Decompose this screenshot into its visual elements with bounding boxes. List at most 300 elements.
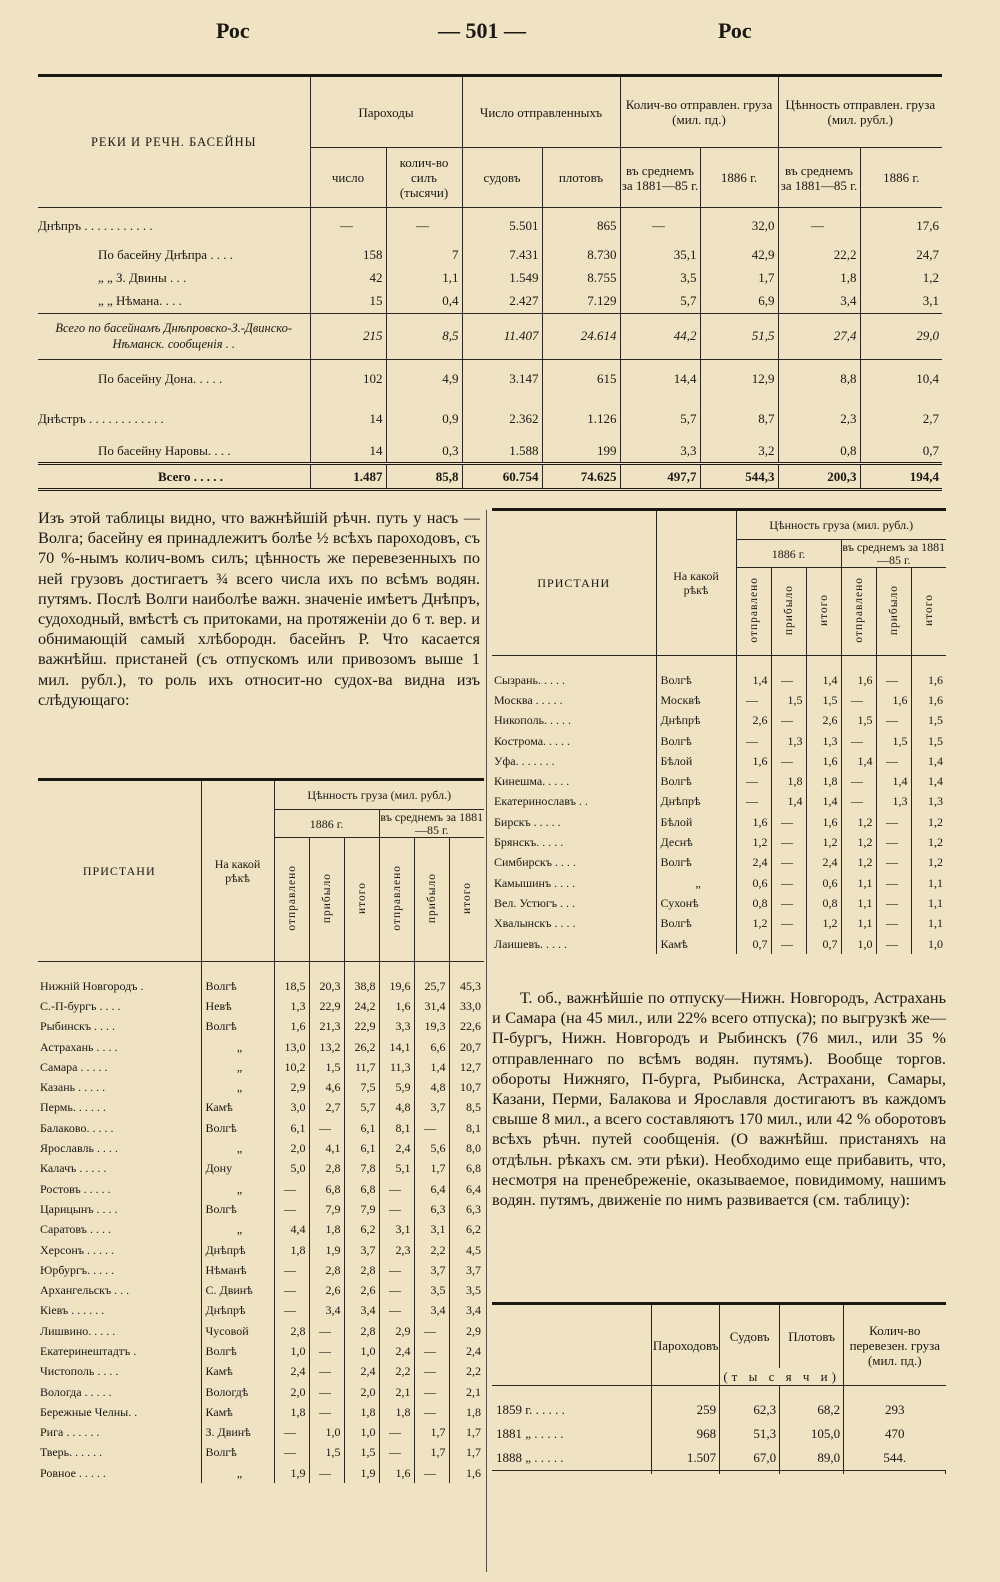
- pier-value: 1,4: [771, 791, 806, 811]
- pier-value: —: [309, 1381, 344, 1401]
- river-name: Всего по басейнамъ Днѣпровско-З.-Двинско-Нѣманск. сообщенія . .: [38, 313, 310, 359]
- pier-value: 2,8: [274, 1321, 309, 1341]
- pier-value: 2,4: [736, 852, 771, 872]
- pier-name: Балаково. . . . .: [38, 1118, 201, 1138]
- pier-value: —: [414, 1402, 449, 1422]
- vessels-header: судовъ: [462, 148, 542, 208]
- pier-value: —: [771, 893, 806, 913]
- river-cell: 8,7: [700, 399, 778, 439]
- pier-value: 6,2: [344, 1219, 379, 1239]
- sent-header: [274, 838, 309, 962]
- river-cell: 3,1: [922, 293, 939, 308]
- pier-row: [492, 690, 946, 710]
- river-cell: 3,5: [620, 267, 700, 290]
- pier-value: 45,3: [460, 978, 481, 993]
- pier-value: 5,6: [414, 1138, 449, 1158]
- pier-value: 5,0: [274, 1158, 309, 1178]
- pier-value: 10,2: [274, 1057, 309, 1077]
- pier-value: 1,5: [309, 1442, 344, 1462]
- pier-value: 6,8: [344, 1178, 379, 1198]
- river-name: По басейну Дона. . . . .: [38, 359, 310, 399]
- growth-value: 259: [652, 1398, 720, 1422]
- pier-value: 2,0: [274, 1138, 309, 1158]
- growth-steamers-header: Пароходовъ: [652, 1304, 720, 1386]
- river-cell: 7.129: [542, 290, 620, 314]
- pier-row: [38, 1321, 484, 1341]
- pier-river: „: [201, 1463, 274, 1483]
- pier-value: —: [841, 791, 876, 811]
- river-row: [38, 359, 942, 399]
- river-header: На какой рѣкѣ: [656, 510, 736, 656]
- pier-value: —: [736, 771, 771, 791]
- pier-value: 2,9: [466, 1323, 481, 1338]
- pier-value: 2,6: [736, 710, 771, 730]
- pier-value: 2,8: [344, 1260, 379, 1280]
- river-cell: 4,9: [386, 359, 462, 399]
- pier-value: —: [309, 1402, 344, 1422]
- pier-name: Рыбинскъ . . . .: [38, 1016, 201, 1036]
- river-cell: 24.614: [542, 313, 620, 359]
- river-row: [38, 313, 942, 359]
- total-label: Всего . . . . .: [38, 464, 310, 490]
- pier-row: [492, 791, 946, 811]
- total-header: [806, 568, 841, 656]
- pier-value: 4,8: [379, 1097, 414, 1117]
- river-cell: 1,7: [700, 267, 778, 290]
- growth-table: [492, 1302, 946, 1474]
- pier-name: Лишвино. . . . .: [38, 1321, 201, 1341]
- pier-name: Ровное . . . . .: [38, 1463, 201, 1483]
- pier-value: —: [274, 1280, 309, 1300]
- arrived-label: прибыло: [887, 584, 900, 636]
- piers-header: ПРИСТАНИ: [38, 780, 201, 962]
- river-name: Днѣпръ . . . . . . . . . . .: [38, 208, 310, 244]
- pier-value: —: [876, 751, 911, 771]
- pier-value: —: [309, 1463, 344, 1483]
- pier-river: „: [201, 1057, 274, 1077]
- river-cell: 1.126: [542, 399, 620, 439]
- pier-value: 1,4: [841, 751, 876, 771]
- pier-value: —: [771, 812, 806, 832]
- pier-value: 1,6: [736, 812, 771, 832]
- pier-value: —: [379, 1442, 414, 1462]
- river-cell: 5,7: [620, 290, 700, 314]
- pier-value: 6,8: [309, 1178, 344, 1198]
- pier-value: 7,5: [344, 1077, 379, 1097]
- pier-name: Кіевъ . . . . . .: [38, 1300, 201, 1320]
- pier-value: 3,5: [414, 1280, 449, 1300]
- total-label: итого: [922, 594, 935, 626]
- pier-value: 22,6: [460, 1019, 481, 1034]
- pier-river: Камѣ: [201, 1097, 274, 1117]
- pier-river: Волгѣ: [656, 852, 736, 872]
- pier-row: [38, 1158, 484, 1178]
- pier-river: Камѣ: [656, 933, 736, 953]
- pier-value: —: [414, 1463, 449, 1483]
- pier-value: 5,9: [379, 1077, 414, 1097]
- pier-value: 1,2: [841, 812, 876, 832]
- river-cell: 3.147: [462, 359, 542, 399]
- pier-value: 3,7: [344, 1239, 379, 1259]
- pier-river: Волгѣ: [201, 1442, 274, 1462]
- river-cell: 12,9: [700, 359, 778, 399]
- arrived-label: прибыло: [320, 872, 333, 924]
- pier-value: 1,8: [379, 1402, 414, 1422]
- pier-value: 2,4: [466, 1343, 481, 1358]
- avg-header: въ среднемъ за 1881—85 г.: [842, 539, 946, 567]
- pier-row: [38, 1260, 484, 1280]
- pier-river: „: [656, 872, 736, 892]
- total-cell: 60.754: [462, 464, 542, 490]
- pier-value: 0,6: [806, 872, 841, 892]
- header-left: Рос: [216, 18, 250, 43]
- pier-value: —: [876, 812, 911, 832]
- pier-value: 1,4: [414, 1057, 449, 1077]
- pier-river: Волгѣ: [656, 771, 736, 791]
- page-number: — 501 —: [438, 18, 526, 43]
- growth-rafts-header: Плотовъ: [780, 1304, 844, 1368]
- river-cell: 1,8: [778, 267, 860, 290]
- pier-value: 1,1: [928, 875, 943, 890]
- pier-value: 1,1: [928, 895, 943, 910]
- pier-value: 2,4: [379, 1341, 414, 1361]
- sent-label: отправлено: [285, 865, 298, 931]
- growth-value: 62,3: [720, 1398, 780, 1422]
- piers-left-header: [38, 780, 484, 962]
- growth-value: 105,0: [780, 1422, 844, 1446]
- total-row: [38, 464, 942, 490]
- river-cell: —: [778, 208, 860, 244]
- value-header: Цѣнность груза (мил. рубл.): [736, 510, 946, 540]
- pier-value: 1,6: [379, 1463, 414, 1483]
- growth-row: [492, 1398, 946, 1422]
- river-cell: 215: [310, 313, 386, 359]
- year-1886-header: 1886 г.: [274, 810, 379, 838]
- pier-value: —: [771, 933, 806, 953]
- pier-value: —: [309, 1321, 344, 1341]
- growth-cargo-header: Колич-во перевезен. груза (мил. пд.): [844, 1304, 946, 1386]
- pier-row: [38, 1118, 484, 1138]
- pier-value: 1,6: [806, 751, 841, 771]
- pier-river: Днѣпрѣ: [201, 1300, 274, 1320]
- paragraph-intro-text: Изъ этой таблицы видно, что важнѣйшій рѣчн. путь у насъ — Волга; басейну ея принадлежитъ болѣе ½ всѣхъ пароходовъ, съ 70 %-нымъ колич-вомъ силъ; цѣнность же перевезенныхъ по ней грузовъ достигаетъ ¾ всего числа ихъ по всѣмъ водян. путямъ. Послѣ Волги наиболѣе важн. значеніе имѣетъ Днѣпръ, судоходный, вмѣстѣ съ притоками, на протяженіи до 6 т. вер. и обнимающій самый хлѣбородн. басейнъ Р. Что касается важнѣйш. пристаней (съ отпускомъ или привозомъ выше 1 мил. рубл.), то роль ихъ относит-но судох-ва видна изъ слѣдующаго:: [38, 508, 480, 709]
- pier-river: Волгѣ: [656, 670, 736, 690]
- pier-name: Вел. Устюгъ . . .: [492, 893, 656, 913]
- pier-value: 4,5: [466, 1242, 481, 1257]
- pier-value: 22,9: [344, 1016, 379, 1036]
- pier-value: 2,4: [274, 1361, 309, 1381]
- pier-river: Днѣпрѣ: [656, 710, 736, 730]
- pier-river: Волгѣ: [656, 913, 736, 933]
- pier-value: 2,4: [379, 1138, 414, 1158]
- pier-value: 6,3: [414, 1199, 449, 1219]
- pier-value: —: [309, 1341, 344, 1361]
- pier-row: [492, 751, 946, 771]
- pier-row: [38, 1239, 484, 1259]
- pier-name: Юрбургъ. . . . .: [38, 1260, 201, 1280]
- river-cell: 35,1: [620, 244, 700, 267]
- pier-value: 1,7: [414, 1422, 449, 1442]
- pier-value: 5,7: [344, 1097, 379, 1117]
- pier-value: —: [379, 1422, 414, 1442]
- pier-value: 19,3: [414, 1016, 449, 1036]
- pier-value: 6,1: [274, 1118, 309, 1138]
- total-header: [449, 838, 484, 962]
- pier-river: Деснѣ: [656, 832, 736, 852]
- pier-value: 2,4: [344, 1361, 379, 1381]
- pier-name: Херсонъ . . . . .: [38, 1239, 201, 1259]
- steamers-power-header: колич-во силъ (тысячи): [386, 148, 462, 208]
- pier-value: 1,3: [876, 791, 911, 811]
- pier-value: 1,5: [771, 690, 806, 710]
- pier-value: 12,7: [460, 1059, 481, 1074]
- rivers-header: РЕКИ И РЕЧН. БАСЕЙНЫ: [38, 76, 310, 208]
- pier-row: [38, 1280, 484, 1300]
- total-cell: 74.625: [542, 464, 620, 490]
- pier-name: Бережные Челны. .: [38, 1402, 201, 1422]
- pier-river: Волгѣ: [656, 730, 736, 750]
- pier-value: 5,1: [379, 1158, 414, 1178]
- pier-value: 6,1: [344, 1118, 379, 1138]
- pier-value: 1,8: [806, 771, 841, 791]
- pier-value: 1,0: [309, 1422, 344, 1442]
- pier-value: —: [771, 913, 806, 933]
- pier-value: 7,9: [344, 1199, 379, 1219]
- river-cell: 865: [542, 208, 620, 244]
- pier-value: 1,9: [344, 1463, 379, 1483]
- pier-name: Самара . . . . .: [38, 1057, 201, 1077]
- river-name: По басейну Днѣпра . . . .: [38, 244, 310, 267]
- pier-value: —: [274, 1260, 309, 1280]
- pier-value: 1,1: [928, 916, 943, 931]
- pier-value: 2,2: [379, 1361, 414, 1381]
- rivers-table: [38, 74, 942, 491]
- pier-row: [38, 1178, 484, 1198]
- growth-value: 968: [652, 1422, 720, 1446]
- pier-river: Волгѣ: [201, 1016, 274, 1036]
- pier-name: Хвалынскъ . . . .: [492, 913, 656, 933]
- pier-value: 20,3: [309, 976, 344, 996]
- river-cell: 42: [310, 267, 386, 290]
- pier-name: Камышинъ . . . .: [492, 872, 656, 892]
- pier-value: 1,4: [736, 670, 771, 690]
- pier-value: 6,8: [466, 1161, 481, 1176]
- pier-value: 1,2: [928, 855, 943, 870]
- river-cell: 158: [310, 244, 386, 267]
- pier-value: 13,0: [274, 1036, 309, 1056]
- pier-river: Днѣпрѣ: [656, 791, 736, 811]
- pier-value: 10,7: [460, 1080, 481, 1095]
- river-cell: 14,4: [620, 359, 700, 399]
- pier-value: 6,4: [414, 1178, 449, 1198]
- pier-value: —: [771, 670, 806, 690]
- total-label: итого: [355, 882, 368, 914]
- spacer-row: [492, 1386, 946, 1398]
- river-row: [38, 290, 942, 314]
- pier-value: —: [379, 1199, 414, 1219]
- pier-value: 2,6: [344, 1280, 379, 1300]
- pier-value: 1,8: [274, 1239, 309, 1259]
- river-cell: 7: [386, 244, 462, 267]
- pier-value: —: [736, 730, 771, 750]
- pier-name: Москва . . . . .: [492, 690, 656, 710]
- pier-river: „: [201, 1138, 274, 1158]
- pier-value: 3,7: [466, 1262, 481, 1277]
- pier-value: —: [876, 710, 911, 730]
- pier-name: Кинешма. . . . .: [492, 771, 656, 791]
- pier-value: 1,4: [876, 771, 911, 791]
- arrived-label: прибыло: [425, 872, 438, 924]
- pier-value: 1,5: [806, 690, 841, 710]
- pier-value: 3,5: [466, 1283, 481, 1298]
- growth-value: 89,0: [780, 1446, 844, 1471]
- value-header: Цѣнность груза (мил. рубл.): [274, 780, 484, 810]
- total-label: итого: [460, 882, 473, 914]
- total-cell: 85,8: [386, 464, 462, 490]
- pier-value: 1,8: [274, 1402, 309, 1422]
- pier-value: 4,4: [274, 1219, 309, 1239]
- sent-label: отправлено: [390, 865, 403, 931]
- river-cell: 8,8: [778, 359, 860, 399]
- pier-value: 1,0: [928, 936, 943, 951]
- pier-value: 26,2: [344, 1036, 379, 1056]
- pier-name: Лаишевъ. . . . .: [492, 933, 656, 953]
- pier-river: „: [201, 1036, 274, 1056]
- pier-river: „: [201, 1178, 274, 1198]
- growth-year: 1859 г. . . . . .: [492, 1398, 652, 1422]
- pier-value: 1,5: [841, 710, 876, 730]
- pier-value: —: [841, 730, 876, 750]
- pier-name: Екатеринештадтъ .: [38, 1341, 201, 1361]
- total-cell: 194,4: [909, 468, 939, 484]
- pier-value: 2,9: [379, 1321, 414, 1341]
- pier-value: 1,4: [806, 791, 841, 811]
- pier-value: 1,3: [771, 730, 806, 750]
- pier-value: —: [876, 670, 911, 690]
- pier-value: 1,2: [736, 913, 771, 933]
- pier-river: Волгѣ: [201, 976, 274, 996]
- river-cell: 3,2: [700, 439, 778, 464]
- running-header: [0, 18, 1000, 48]
- pier-row: [38, 1138, 484, 1158]
- pier-value: 1,3: [928, 794, 943, 809]
- river-cell: 7.431: [462, 244, 542, 267]
- sent-label: отправлено: [747, 577, 760, 643]
- growth-value: 51,3: [720, 1422, 780, 1446]
- value-1886-header: 1886 г.: [860, 148, 942, 208]
- river-cell: 615: [542, 359, 620, 399]
- pier-value: 2,0: [344, 1381, 379, 1401]
- pier-river: Волгѣ: [201, 1341, 274, 1361]
- steamers-count-header: число: [310, 148, 386, 208]
- pier-river: Камѣ: [201, 1402, 274, 1422]
- pier-name: Калачъ . . . . .: [38, 1158, 201, 1178]
- river-cell: 1.588: [462, 439, 542, 464]
- pier-row: [38, 1381, 484, 1401]
- pier-name: Чистополь . . . .: [38, 1361, 201, 1381]
- cargo-avg-header: въ среднемъ за 1881—85 г.: [620, 148, 700, 208]
- pier-value: 1,6: [466, 1465, 481, 1480]
- river-row: [38, 208, 942, 244]
- growth-row: [492, 1422, 946, 1446]
- pier-river: Днѣпрѣ: [201, 1239, 274, 1259]
- pier-row: [492, 913, 946, 933]
- pier-value: 1,5: [928, 733, 943, 748]
- pier-river: З. Двинѣ: [201, 1422, 274, 1442]
- pier-value: 19,6: [379, 976, 414, 996]
- growth-unit-header: (т ы с я ч и): [720, 1368, 844, 1386]
- river-cell: 8.730: [542, 244, 620, 267]
- pier-name: Бирскъ . . . . .: [492, 812, 656, 832]
- pier-row: [492, 670, 946, 690]
- pier-name: Нижній Новгородъ .: [38, 976, 201, 996]
- pier-value: 1,3: [806, 730, 841, 750]
- pier-value: 2,6: [309, 1280, 344, 1300]
- pier-name: Ростовъ . . . . .: [38, 1178, 201, 1198]
- pier-name: Тверь. . . . . .: [38, 1442, 201, 1462]
- growth-year: 1881 „ . . . . .: [492, 1422, 652, 1446]
- river-cell: 199: [542, 439, 620, 464]
- pier-row: [38, 996, 484, 1016]
- river-cell: 29,0: [916, 328, 939, 343]
- river-cell: 8,5: [386, 313, 462, 359]
- pier-value: 1,6: [274, 1016, 309, 1036]
- pier-value: 2,1: [466, 1384, 481, 1399]
- pier-value: 14,1: [379, 1036, 414, 1056]
- pier-name: Уфа. . . . . . .: [492, 751, 656, 771]
- pier-value: 1,6: [928, 692, 943, 707]
- pier-river: „: [201, 1077, 274, 1097]
- pier-value: 1,5: [309, 1057, 344, 1077]
- pier-name: Казань . . . . .: [38, 1077, 201, 1097]
- pier-value: 1,9: [309, 1239, 344, 1259]
- pier-row: [38, 1463, 484, 1483]
- pier-name: Рига . . . . . .: [38, 1422, 201, 1442]
- arrived-header: [876, 568, 911, 656]
- piers-table-left: [38, 778, 484, 1483]
- pier-value: 2,2: [466, 1364, 481, 1379]
- pier-river: Волгѣ: [201, 1118, 274, 1138]
- pier-value: 8,5: [466, 1100, 481, 1115]
- value-header: Цѣнность отправлен. груза (мил. рубл.): [778, 76, 942, 148]
- river-name: „ „ З. Двины . . .: [38, 267, 310, 290]
- sent-header: [736, 568, 771, 656]
- pier-value: 8,1: [379, 1118, 414, 1138]
- pier-value: —: [274, 1442, 309, 1462]
- pier-value: 1,6: [841, 670, 876, 690]
- pier-value: 1,2: [806, 913, 841, 933]
- pier-value: 1,0: [841, 933, 876, 953]
- pier-value: 1,0: [344, 1341, 379, 1361]
- pier-name: Симбирскъ . . . .: [492, 852, 656, 872]
- pier-value: 0,7: [806, 933, 841, 953]
- pier-value: 4,6: [309, 1077, 344, 1097]
- pier-value: 4,8: [414, 1077, 449, 1097]
- growth-value: 293: [885, 1401, 905, 1417]
- river-cell: 27,4: [778, 313, 860, 359]
- pier-value: —: [876, 913, 911, 933]
- total-cell: 544,3: [700, 464, 778, 490]
- pier-value: 1,6: [876, 690, 911, 710]
- pier-value: —: [379, 1178, 414, 1198]
- river-row: [38, 267, 942, 290]
- growth-value: 470: [885, 1425, 905, 1441]
- column-divider: [486, 510, 487, 1572]
- pier-value: —: [841, 771, 876, 791]
- arrived-header: [309, 838, 344, 962]
- river-cell: 2.427: [462, 290, 542, 314]
- pier-row: [492, 812, 946, 832]
